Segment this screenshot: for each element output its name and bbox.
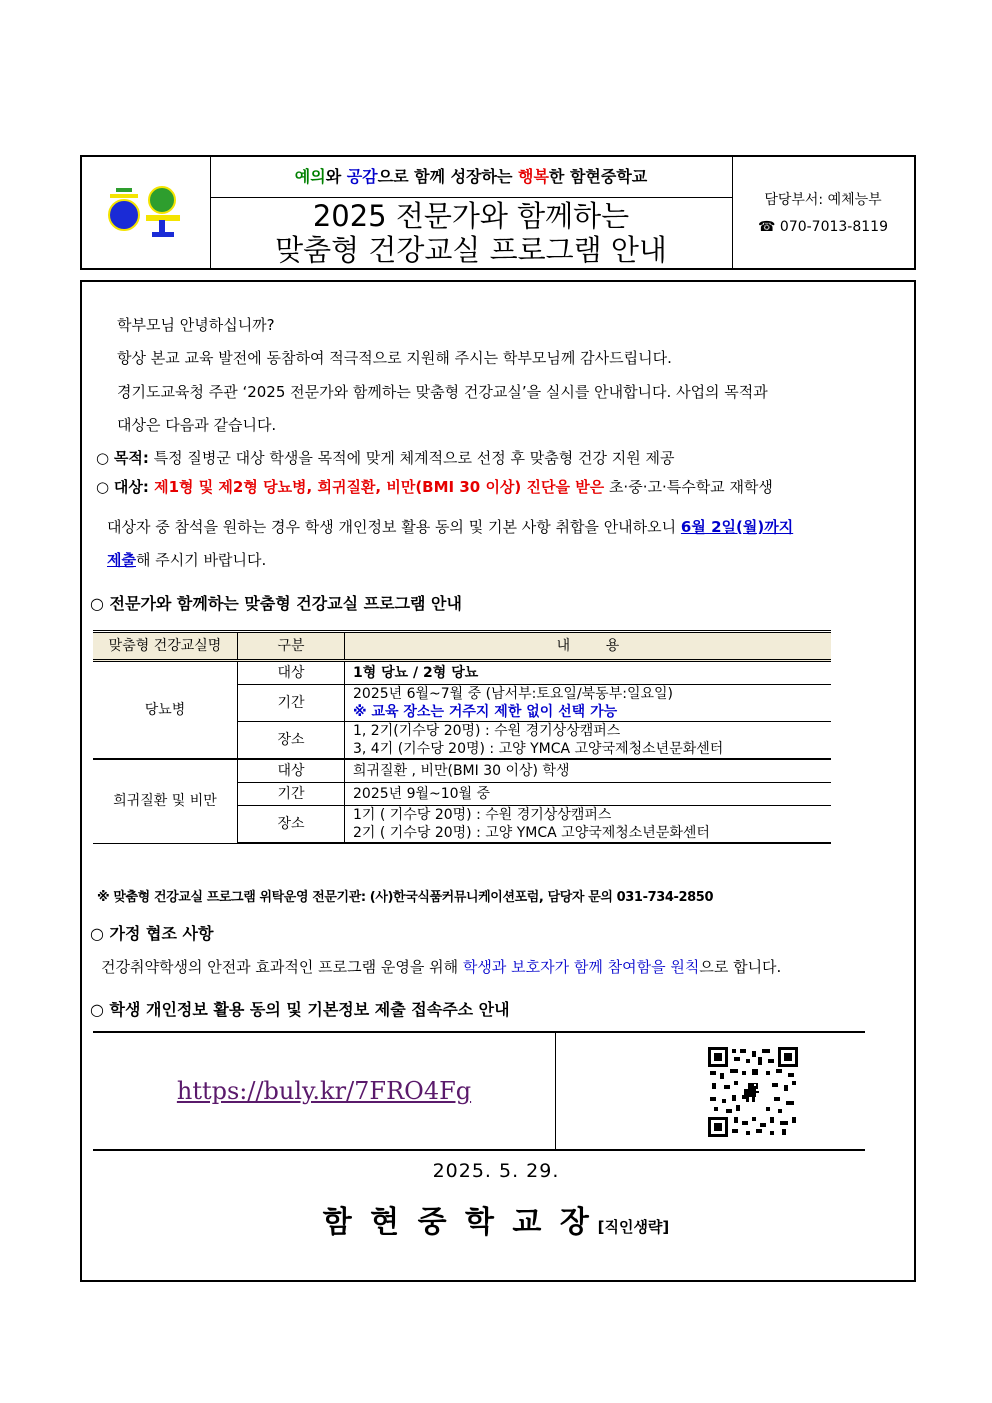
phone-line: [732, 219, 914, 235]
slogan-part: 공감: [346, 167, 378, 186]
intro-line: 경기도교육청 주관 ‘2025 전문가와 함께하는 맞춤형 건강교실’을 실시를 안내합니다. 사업의 목적과: [117, 383, 768, 401]
table-header-cell: 맞춤형 건강교실명: [93, 632, 238, 661]
table-row: [93, 661, 831, 685]
cooperation-title: ○ 가정 협조 사항: [90, 924, 214, 943]
title-line-1: 2025 전문가와 함께하는: [312, 199, 630, 233]
category-cell: 기간: [238, 783, 345, 806]
category-cell: 기간: [238, 685, 345, 722]
seal-note: [직인생략]: [597, 1218, 670, 1236]
table-header-cell: 내 용: [345, 632, 832, 661]
purpose-line: [96, 447, 675, 469]
category-cell: 장소: [238, 806, 345, 844]
url-box-divider: [555, 1033, 556, 1149]
phone-number: 070-7013-8119: [779, 219, 888, 235]
table-header-row: [93, 632, 831, 661]
title-line-2: 맞춤형 건강교실 프로그램 안내: [275, 233, 667, 267]
document-title: [210, 199, 732, 267]
cooperation-text: [101, 956, 781, 978]
table-header-cell: 구분: [238, 632, 345, 661]
bullet-circle: ○: [96, 478, 110, 496]
slogan-part: 으로 함께 성장하는: [377, 167, 518, 186]
intro-line: 항상 본교 교육 발전에 동참하여 적극적으로 지원해 주시는 학부모님께 감사드립니다.: [117, 349, 672, 367]
program-section-title: ○ 전문가와 함께하는 맞춤형 건강교실 프로그램 안내: [90, 594, 462, 613]
period-note: ※ 교육 장소는 거주지 제한 없이 선택 가능: [353, 704, 618, 720]
cooperation-text-part: 으로 합니다.: [699, 958, 782, 976]
qr-code-icon[interactable]: [708, 1047, 798, 1137]
intro-line: 대상은 다음과 같습니다.: [117, 416, 277, 434]
category-cell: 대상: [238, 661, 345, 685]
department: 담당부서: 예체능부: [764, 192, 882, 208]
logo-cell: [82, 157, 211, 268]
header-box: [80, 155, 916, 270]
deadline-highlight: 제출: [107, 551, 136, 569]
target-line: [96, 476, 773, 498]
school-slogan: [210, 157, 732, 198]
place-text: 3, 4기 (기수당 20명) : 고양 YMCA 고양국제청소년문화센터: [353, 741, 724, 757]
content-cell: 1형 당뇨 / 2형 당뇨: [345, 661, 832, 685]
cooperation-text-part: 건강취약학생의 안전과 효과적인 프로그램 운영을 위해: [101, 958, 463, 976]
cooperation-highlight: 학생과 보호자가 함께 참여함을 원칙: [462, 958, 700, 976]
content-cell: 희귀질환 , 비만(BMI 30 이상) 학생: [345, 759, 832, 783]
target-text: 초·중·고·특수학교 재학생: [604, 478, 773, 496]
purpose-label: 목적:: [113, 449, 149, 467]
period-text: 2025년 6월~7월 중 (남서부:토요일/북동부:일요일): [353, 686, 673, 702]
slogan-part: 예의: [294, 167, 326, 186]
greeting: 학부모님 안녕하십니까?: [117, 316, 275, 334]
school-logo: [106, 184, 186, 239]
submission-title: ○ 학생 개인정보 활용 동의 및 기본정보 제출 접속주소 안내: [90, 1000, 510, 1019]
deadline-highlight: 6월 2일(월)까지: [680, 518, 794, 536]
target-label: 대상:: [113, 478, 149, 496]
principal-name: 함 현 중 학 교 장: [322, 1205, 593, 1240]
place-text: 1, 2기(기수당 20명) : 수원 경기상상캠퍼스: [353, 723, 621, 739]
content-cell: [345, 806, 832, 844]
notice-line: [107, 516, 793, 538]
place-text: 1기 ( 기수당 20명) : 수원 경기상상캠퍼스: [353, 807, 612, 823]
category-cell: 대상: [238, 759, 345, 783]
notice-line: [107, 549, 266, 571]
title-cell: [210, 157, 733, 268]
target-highlight: 제1형 및 제2형 당뇨병, 희귀질환, 비만(BMI 30 이상) 진단을 받은: [148, 478, 605, 496]
slogan-part: 한 함현중학교: [548, 167, 648, 186]
notice-text: 대상자 중 참석을 원하는 경우 학생 개인정보 활용 동의 및 기본 사항 취합을 안내하오니: [107, 518, 681, 536]
program-name-cell: 당뇨병: [93, 661, 238, 760]
bullet-circle: ○: [96, 449, 110, 467]
program-footnote: ※ 맞춤형 건강교실 프로그램 위탁운영 전문기관: (사)한국식품커뮤니케이션포럼, 담당자 문의 031-734-2850: [97, 890, 714, 905]
phone-icon: ☎: [758, 219, 776, 235]
place-text: 2기 ( 기수당 20명) : 고양 YMCA 고양국제청소년문화센터: [353, 825, 710, 841]
category-cell: 장소: [238, 722, 345, 760]
table-row: [93, 759, 831, 783]
slogan-part: 와: [325, 167, 347, 186]
program-table: [93, 630, 831, 844]
url-box: [93, 1031, 865, 1151]
slogan-part: 행복: [518, 167, 549, 186]
document-date: 2025. 5. 29.: [432, 1160, 560, 1182]
program-name-cell: 희귀질환 및 비만: [93, 759, 238, 843]
submission-link[interactable]: https://buly.kr/7FRO4Fg: [176, 1077, 472, 1105]
principal-signature: [0, 1205, 992, 1240]
purpose-text: 특정 질병군 대상 학생을 목적에 맞게 체계적으로 선정 후 맞춤형 건강 지원 제공: [148, 449, 675, 467]
content-cell: [345, 685, 832, 722]
notice-text: 해 주시기 바랍니다.: [135, 551, 267, 569]
content-cell: [345, 722, 832, 760]
contact-cell: [732, 157, 914, 268]
content-cell: 2025년 9월~10월 중: [345, 783, 832, 806]
